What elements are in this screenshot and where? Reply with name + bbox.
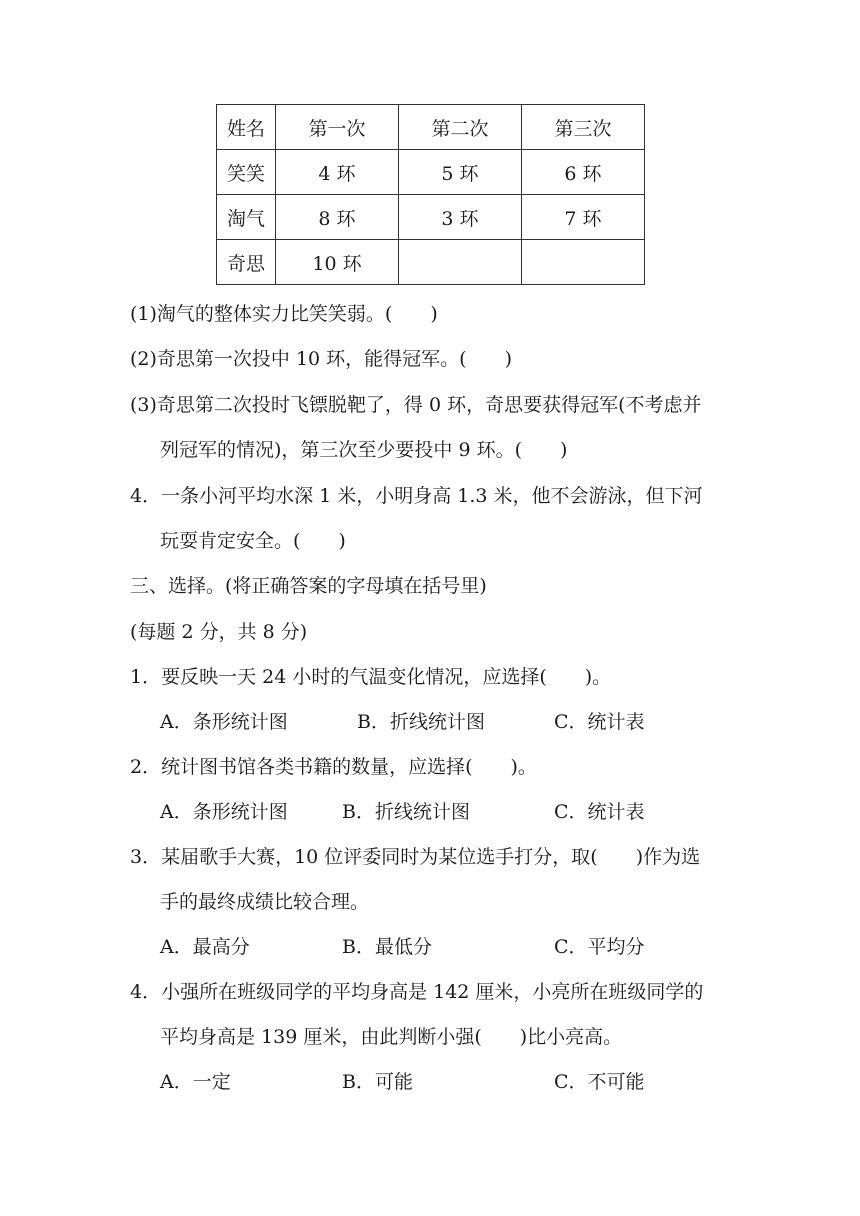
table-row <box>217 195 645 240</box>
table-cell: 奇思 <box>217 240 276 285</box>
choice-4-option-a: A．一定 <box>160 1071 231 1093</box>
choice-1-option-a: A．条形统计图 <box>160 711 288 733</box>
table-row <box>217 150 645 195</box>
choice-question-4-line-1: 4．小强所在班级同学的平均身高是 142 厘米，小亮所在班级同学的 <box>130 981 704 1003</box>
table-cell: 3 环 <box>399 195 522 240</box>
table-header-cell: 第二次 <box>399 105 522 150</box>
table-cell: 7 环 <box>522 195 645 240</box>
table-cell: 5 环 <box>399 150 522 195</box>
choice-question-3-line-1: 3．某届歌手大赛，10 位评委同时为某位选手打分，取( )作为选 <box>130 846 701 868</box>
choice-4-option-b: B．可能 <box>342 1071 413 1093</box>
section-title: 三、选择。(将正确答案的字母填在括号里) <box>130 575 487 597</box>
judge-question-3-line-2: 列冠军的情况)，第三次至少要投中 9 环。( ) <box>160 439 568 461</box>
judge-question-1: (1)淘气的整体实力比笑笑弱。( ) <box>130 303 438 325</box>
choice-question-4-line-2: 平均身高是 139 厘米，由此判断小强( )比小亮高。 <box>160 1026 623 1048</box>
table-cell: 4 环 <box>276 150 399 195</box>
score-table <box>216 104 645 285</box>
table-cell: 淘气 <box>217 195 276 240</box>
table-cell: 笑笑 <box>217 150 276 195</box>
table-header-cell: 姓名 <box>217 105 276 150</box>
judge-question-4-line-1: 4．一条小河平均水深 1 米，小明身高 1.3 米，他不会游泳，但下河 <box>130 485 703 507</box>
choice-2-option-c: C．统计表 <box>554 801 645 823</box>
table-header-cell: 第一次 <box>276 105 399 150</box>
table-cell: 6 环 <box>522 150 645 195</box>
table-cell: 8 环 <box>276 195 399 240</box>
table-row <box>217 240 645 285</box>
judge-question-2: (2)奇思第一次投中 10 环，能得冠军。( ) <box>130 348 512 370</box>
choice-3-option-c: C．平均分 <box>554 936 645 958</box>
table-cell: 10 环 <box>276 240 399 285</box>
table-cell <box>399 240 522 285</box>
choice-3-option-a: A．最高分 <box>160 936 250 958</box>
choice-2-option-a: A．条形统计图 <box>160 801 288 823</box>
section-score: (每题 2 分，共 8 分) <box>130 621 308 643</box>
table-cell <box>522 240 645 285</box>
table-header-row <box>217 105 645 150</box>
table-header-cell: 第三次 <box>522 105 645 150</box>
choice-2-option-b: B．折线统计图 <box>342 801 470 823</box>
choice-question-2: 2．统计图书馆各类书籍的数量，应选择( )。 <box>130 756 537 778</box>
choice-question-1: 1．要反映一天 24 小时的气温变化情况，应选择( )。 <box>130 666 612 688</box>
choice-3-option-b: B．最低分 <box>342 936 432 958</box>
choice-1-option-c: C．统计表 <box>554 711 645 733</box>
choice-question-3-line-2: 手的最终成绩比较合理。 <box>160 891 370 913</box>
choice-4-option-c: C．不可能 <box>554 1071 645 1093</box>
judge-question-4-line-2: 玩耍肯定安全。( ) <box>160 530 346 552</box>
judge-question-3-line-1: (3)奇思第二次投时飞镖脱靶了，得 0 环，奇思要获得冠军(不考虑并 <box>130 394 702 416</box>
choice-1-option-b: B．折线统计图 <box>357 711 485 733</box>
